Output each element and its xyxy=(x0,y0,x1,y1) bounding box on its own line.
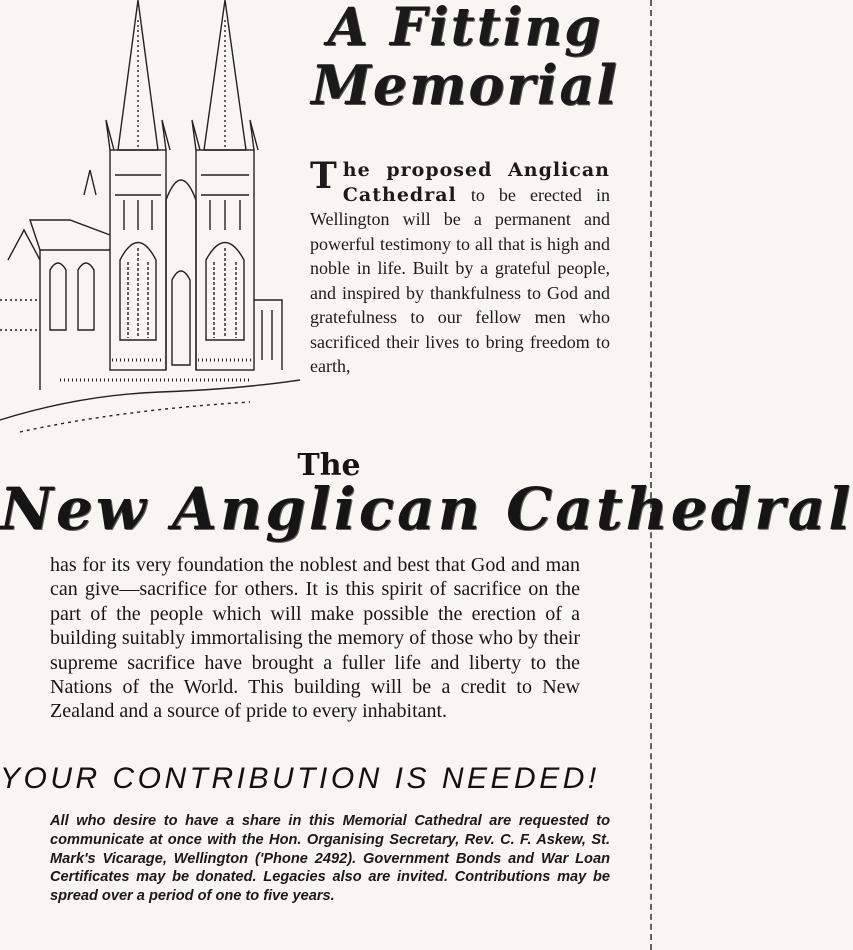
intro-text: to be erected in Wellington will be a permanent and powerful testimony to all that is high and noble in life. Built by a grateful people, and inspired by thankfulness to God and gratefulness to our fellow men who sacrificed their lives to bring freedom to earth, xyxy=(310,184,610,376)
drop-cap: T xyxy=(310,155,337,197)
memorial-heading-line-1: A Fitting xyxy=(327,0,603,58)
section-title: New Anglican Cathedral xyxy=(0,475,853,543)
section-label-the: The xyxy=(297,448,361,483)
contact-paragraph: All who desire to have a share in this Memorial Cathedral are requested to communicate at once with the Hon. Organising Secretary, Rev. C. F. Askew, St. Mark's Vicarage, Wellington ('Phone 2492). Government Bonds and War Loan Certificates may be donated. Legacies also are invited. Contributions may be spread over a period of one to five years. xyxy=(50,813,610,905)
intro-paragraph xyxy=(310,155,610,379)
memorial-heading-line-2: Memorial xyxy=(311,53,619,117)
contribution-heading: YOUR CONTRIBUTION IS NEEDED! xyxy=(0,762,600,795)
cathedral-illustration xyxy=(0,0,300,440)
intro-lead: he proposed Anglican Cathedral xyxy=(342,159,610,206)
body-paragraph: has for its very foundation the noblest and best that God and man can give—sacrifice for others. It is this spirit of sacrifice on the part of the people which will make possible the erection of a building suitably immortalising the memory of those who by their supreme sacrifice have brought a fuller life and liberty to the Nations of the World. This building will be a credit to New Zealand and a source of pride to every inhabitant. xyxy=(50,554,580,723)
